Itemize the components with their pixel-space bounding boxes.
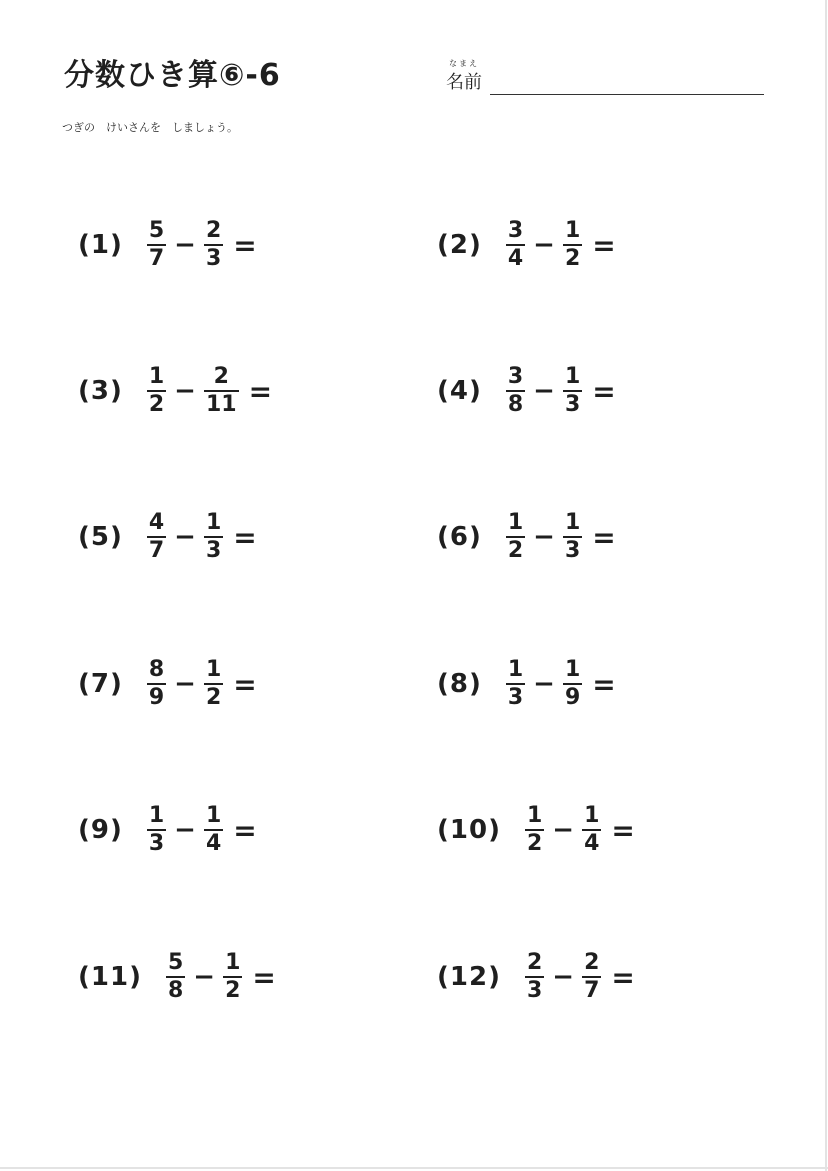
fraction-b [563, 219, 582, 271]
problem-2 [437, 219, 616, 271]
fraction-a [147, 365, 166, 417]
fraction-b [563, 658, 582, 710]
denominator: 4 [205, 831, 222, 856]
numerator: 5 [167, 950, 184, 975]
minus-sign: − [174, 522, 196, 552]
numerator: 2 [205, 218, 222, 243]
problem-6 [437, 511, 616, 563]
fraction-a [147, 511, 166, 563]
problem-number: (8) [437, 669, 482, 699]
fraction-a [506, 365, 525, 417]
name-ruby: なまえ [449, 59, 479, 68]
equals-sign: = [611, 960, 635, 994]
equals-sign: = [592, 374, 616, 408]
fraction-b [204, 219, 223, 271]
problem-number: (1) [78, 230, 123, 260]
page-edge-right [825, 0, 827, 1171]
problem-7 [78, 658, 257, 710]
numerator: 1 [526, 803, 543, 828]
numerator: 1 [205, 803, 222, 828]
page-title: 分数ひき算⑥-6 [64, 58, 281, 93]
fraction-b [563, 365, 582, 417]
denominator: 3 [205, 246, 222, 271]
name-block [446, 58, 766, 98]
fraction-a [525, 804, 544, 856]
minus-sign: − [533, 376, 555, 406]
problem-5 [78, 511, 257, 563]
numerator: 1 [564, 657, 581, 682]
fraction-b [223, 951, 242, 1003]
denominator: 3 [507, 685, 524, 710]
problem-1 [78, 219, 257, 271]
denominator: 4 [584, 831, 600, 856]
denominator: 3 [148, 831, 165, 856]
fraction-b [204, 658, 223, 710]
numerator: 1 [564, 364, 581, 389]
equals-sign: = [233, 813, 257, 847]
problem-3 [78, 365, 272, 417]
minus-sign: − [174, 815, 196, 845]
equals-sign: = [233, 520, 257, 554]
page-edge-bottom [0, 1167, 828, 1169]
problem-number: (2) [437, 230, 482, 260]
numerator: 1 [148, 803, 165, 828]
denominator: 2 [507, 538, 524, 563]
denominator: 3 [205, 538, 222, 563]
problem-number: (6) [437, 522, 482, 552]
fraction-a [506, 658, 525, 710]
numerator: 1 [564, 510, 581, 535]
equals-sign: = [592, 228, 616, 262]
numerator: 1 [507, 657, 524, 682]
fraction-a [166, 951, 185, 1003]
equals-sign: = [233, 228, 257, 262]
numerator: 2 [213, 364, 229, 389]
equals-sign: = [592, 520, 616, 554]
denominator: 3 [564, 392, 581, 417]
minus-sign: − [193, 962, 216, 992]
problem-11 [78, 951, 276, 1003]
problem-number: (3) [78, 376, 123, 406]
denominator: 7 [584, 978, 600, 1003]
numerator: 1 [507, 510, 524, 535]
denominator: 2 [148, 392, 165, 417]
fraction-a [506, 219, 525, 271]
equals-sign: = [611, 813, 635, 847]
fraction-b [563, 511, 582, 563]
fraction-a [147, 804, 166, 856]
problem-9 [78, 804, 257, 856]
numerator: 4 [148, 510, 165, 535]
problem-number: (4) [437, 376, 482, 406]
problem-number: (9) [78, 815, 123, 845]
fraction-b [204, 511, 223, 563]
minus-sign: − [533, 230, 555, 260]
problem-number: (5) [78, 522, 123, 552]
denominator: 11 [205, 392, 237, 417]
denominator: 9 [564, 685, 581, 710]
problem-number: (11) [78, 962, 142, 992]
numerator: 3 [507, 364, 524, 389]
fraction-b [582, 804, 601, 856]
denominator: 2 [526, 831, 543, 856]
numerator: 1 [584, 803, 600, 828]
denominator: 2 [225, 978, 241, 1003]
fraction-a [525, 951, 544, 1003]
instruction-text: つぎの けいさんを しましょう。 [62, 121, 238, 134]
denominator: 7 [148, 246, 165, 271]
numerator: 8 [148, 657, 165, 682]
numerator: 3 [507, 218, 524, 243]
numerator: 1 [564, 218, 581, 243]
fraction-b [582, 951, 601, 1003]
fraction-a [147, 658, 166, 710]
denominator: 7 [148, 538, 165, 563]
problem-8 [437, 658, 616, 710]
numerator: 1 [225, 950, 241, 975]
numerator: 1 [205, 657, 222, 682]
denominator: 8 [167, 978, 184, 1003]
numerator: 1 [148, 364, 165, 389]
fraction-a [147, 219, 166, 271]
equals-sign: = [233, 667, 257, 701]
minus-sign: − [174, 669, 196, 699]
denominator: 8 [507, 392, 524, 417]
fraction-b [204, 365, 239, 417]
problem-10 [437, 804, 635, 856]
equals-sign: = [252, 960, 276, 994]
name-label: 名前 [446, 72, 482, 93]
problem-number: (7) [78, 669, 123, 699]
equals-sign: = [248, 374, 273, 408]
problem-number: (12) [437, 962, 501, 992]
numerator: 1 [205, 510, 222, 535]
denominator: 3 [564, 538, 581, 563]
name-write-line[interactable] [490, 94, 764, 95]
denominator: 2 [205, 685, 222, 710]
denominator: 3 [526, 978, 543, 1003]
denominator: 2 [564, 246, 581, 271]
minus-sign: − [174, 230, 196, 260]
numerator: 5 [148, 218, 165, 243]
minus-sign: − [533, 669, 555, 699]
denominator: 9 [148, 685, 165, 710]
minus-sign: − [552, 962, 575, 992]
fraction-b [204, 804, 223, 856]
problem-4 [437, 365, 616, 417]
problem-12 [437, 951, 635, 1003]
equals-sign: = [592, 667, 616, 701]
minus-sign: − [174, 376, 196, 406]
minus-sign: − [533, 522, 555, 552]
problem-number: (10) [437, 815, 501, 845]
minus-sign: − [552, 815, 575, 845]
denominator: 4 [507, 246, 524, 271]
fraction-a [506, 511, 525, 563]
numerator: 2 [526, 950, 543, 975]
numerator: 2 [584, 950, 600, 975]
